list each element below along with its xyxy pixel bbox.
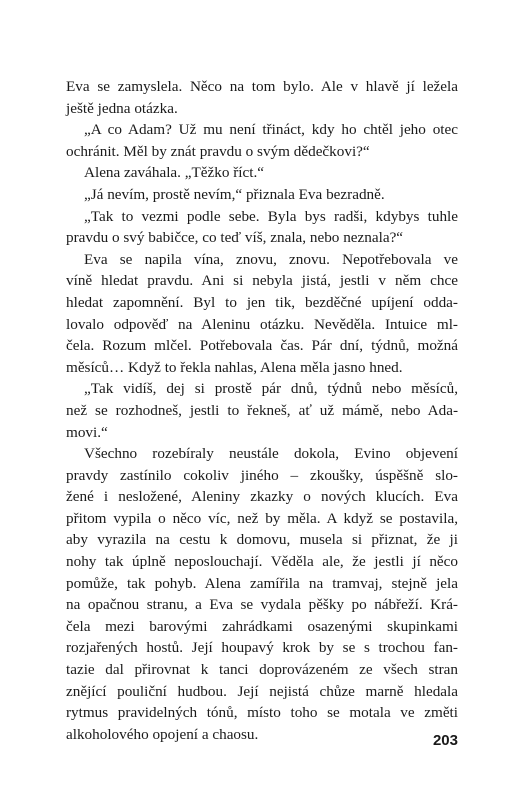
paragraph <box>66 206 458 249</box>
text-line: ještě jedna otázka. <box>66 99 178 117</box>
text-line: rozjařených hostů. Její houpavý krok by se s trochou fan- <box>66 639 458 657</box>
text-line: ochránit. Měl by znát pravdu o svým dědečkovi?“ <box>66 142 370 160</box>
text-line: „Tak vidíš, dej si prostě pár dnů, týdnů nebo měsíců, <box>84 380 458 398</box>
text-line: pravdu o svý babičce, co teď víš, znala, nebo neznala?“ <box>66 229 404 247</box>
page-number: 203 <box>432 732 458 749</box>
text-line: movi.“ <box>66 423 108 441</box>
text-line: alkoholového opojení a chaosu. <box>66 725 259 743</box>
text-line: pravdy zastínilo cokoliv jiného – zkoušky, úspěšně slo- <box>66 466 458 484</box>
paragraph <box>66 184 458 206</box>
text-line: aby vyrazila na cestu k domovu, musela si přiznat, že ji <box>66 531 458 549</box>
text-line: rytmus pravidelných tónů, místo toho se motala ve změti <box>66 704 458 722</box>
text-line: víně hledat pravdu. Ani si nebyla jistá, jestli v něm chce <box>66 272 458 290</box>
paragraph <box>66 119 458 162</box>
body-text <box>66 76 458 745</box>
text-line: hledat zapomnění. Byl to jen tik, bezděčné upíjení odda- <box>66 293 458 311</box>
paragraph <box>66 249 458 379</box>
text-line: čela. Rozum mlčel. Potřebovala čas. Pár dní, týdnů, možná <box>66 337 458 355</box>
text-line: pomůže, tak pohyb. Alena zamířila na tramvaj, stejně jela <box>66 574 458 592</box>
text-line: „Já nevím, prostě nevím,“ přiznala Eva bezradně. <box>84 185 385 203</box>
text-line: Alena zaváhala. „Těžko říct.“ <box>84 164 265 182</box>
text-line: čela mezi barovými zahrádkami osazenými skupinkami <box>66 617 458 635</box>
paragraph <box>66 378 458 443</box>
text-line: „Tak to vezmi podle sebe. Byla bys radši, kdybys tuhle <box>84 207 458 225</box>
text-line: než se rozhodneš, jestli to řekneš, ať už mámě, nebo Ada- <box>66 401 458 419</box>
text-line: přitom vypila o něco víc, než by měla. A když se postavila, <box>66 509 458 527</box>
text-line: tazie dal přirovnat k tanci doprovázeném ze všech stran <box>66 661 458 679</box>
text-line: nohy tak úplně neposlouchají. Věděla ale, že jestli jí něco <box>66 553 458 571</box>
text-line: Eva se napila vína, znovu, znovu. Nepotřebovala ve <box>84 250 458 268</box>
text-line: Eva se zamyslela. Něco na tom bylo. Ale v hlavě jí ležela <box>66 78 458 95</box>
paragraph <box>66 76 458 119</box>
text-line: „A co Adam? Už mu není třináct, kdy ho chtěl jeho otec <box>84 121 458 139</box>
text-line: žené i nesložené, Aleniny zkazky o nových klucích. Eva <box>66 488 458 506</box>
text-line: lovalo odpověď na Aleninu otázku. Nevěděla. Intuice ml- <box>66 315 458 333</box>
paragraph <box>66 162 458 184</box>
paragraph <box>66 443 458 745</box>
text-line: měsíců… Když to řekla nahlas, Alena měla jasno hned. <box>66 358 403 376</box>
text-line: Všechno rozebíraly neustále dokola, Evino objevení <box>84 445 458 463</box>
text-line: znějící pouliční hudbou. Její nejistá chůze marně hledala <box>66 682 458 700</box>
text-line: na opačnou stranu, a Eva se vydala pěšky po nábřeží. Krá- <box>66 596 458 614</box>
